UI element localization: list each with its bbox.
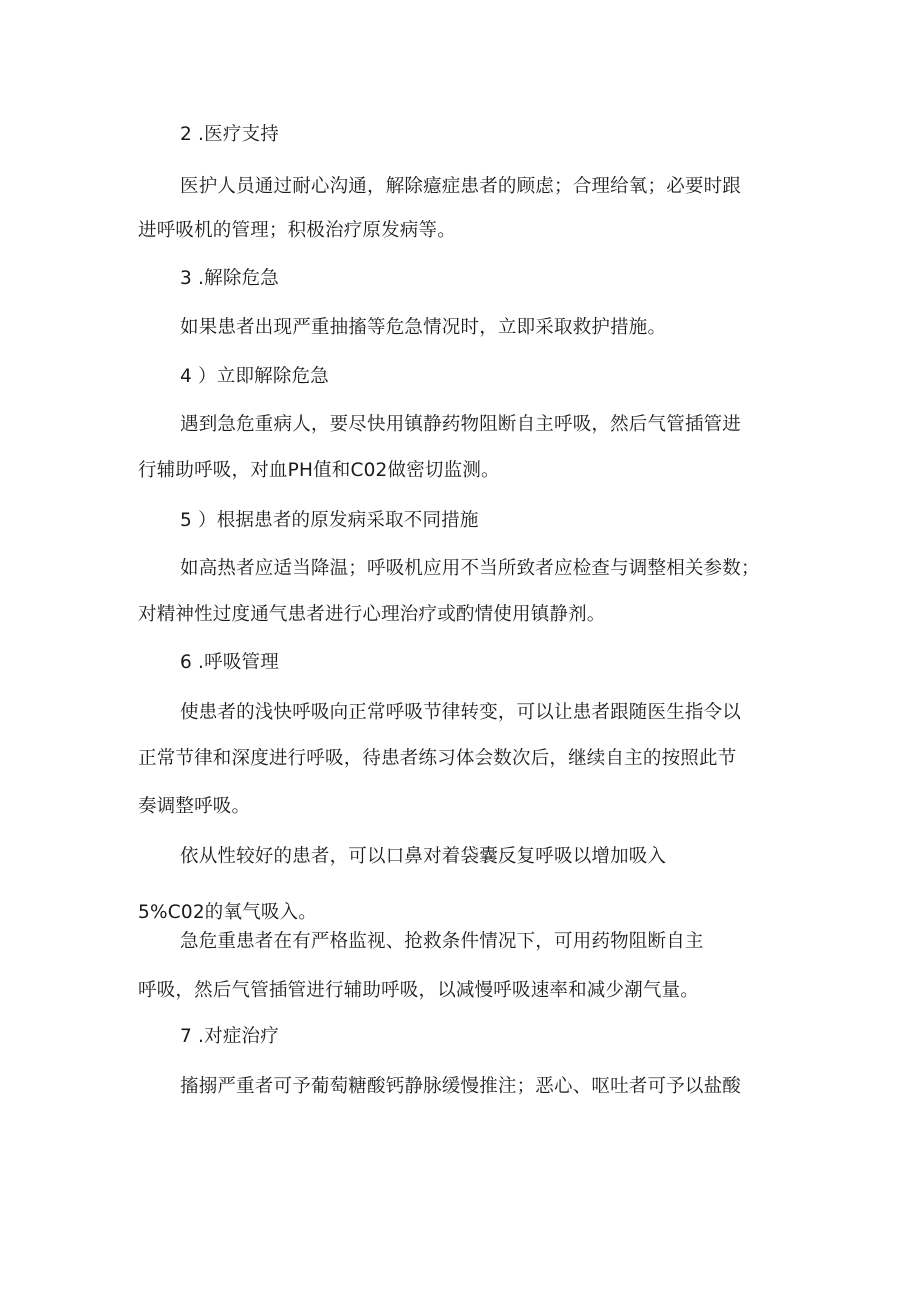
section-heading-immediate-relief: 4 ）立即解除危急 (180, 366, 329, 387)
paragraph-line: 依从性较好的患者，可以口鼻对着袋囊反复呼吸以增加吸入 (180, 846, 667, 867)
section-heading-medical-support: 2 .医疗支持 (180, 124, 279, 145)
section-heading-relieve-danger: 3 .解除危急 (180, 268, 279, 289)
paragraph-line: 5%C02的氧气吸入。 (138, 902, 318, 923)
section-heading-symptomatic-treatment: 7 .对症治疗 (180, 1026, 279, 1047)
paragraph-line: 进呼吸机的管理；积极治疗原发病等。 (138, 220, 456, 241)
paragraph-line: 正常节律和深度进行呼吸，待患者练习体会数次后，继续自主的按照此节 (138, 748, 737, 769)
paragraph-line: 对精神性过度通气患者进行心理治疗或酌情使用镇静剂。 (138, 604, 606, 625)
paragraph-line: 行辅助呼吸，对血PH值和C02做密切监测。 (138, 460, 500, 481)
paragraph-line: 奏调整呼吸。 (138, 796, 251, 817)
paragraph-line: 急危重患者在有严格监视、抢救条件情况下，可用药物阻断自主 (180, 931, 704, 952)
paragraph-line: 如果患者出现严重抽搐等危急情况时，立即采取救护措施。 (180, 317, 667, 338)
paragraph-line: 遇到急危重病人，要尽快用镇静药物阻断自主呼吸，然后气管插管进 (180, 414, 742, 435)
section-heading-primary-disease: 5 ）根据患者的原发病采取不同措施 (180, 510, 479, 531)
paragraph-line: 使患者的浅快呼吸向正常呼吸节律转变，可以让患者跟随医生指令以 (180, 702, 742, 723)
paragraph-line: 如高热者应适当降温；呼吸机应用不当所致者应检查与调整相关参数； (180, 558, 760, 579)
paragraph-line: 搐搦严重者可予葡萄糖酸钙静脉缓慢推注；恶心、呕吐者可予以盐酸 (180, 1076, 742, 1097)
section-heading-breathing-management: 6 .呼吸管理 (180, 652, 279, 673)
paragraph-line: 医护人员通过耐心沟通，解除癔症患者的顾虑；合理给氧；必要时跟 (180, 176, 742, 197)
paragraph-line: 呼吸，然后气管插管进行辅助呼吸，以减慢呼吸速率和减少潮气量。 (138, 980, 700, 1001)
